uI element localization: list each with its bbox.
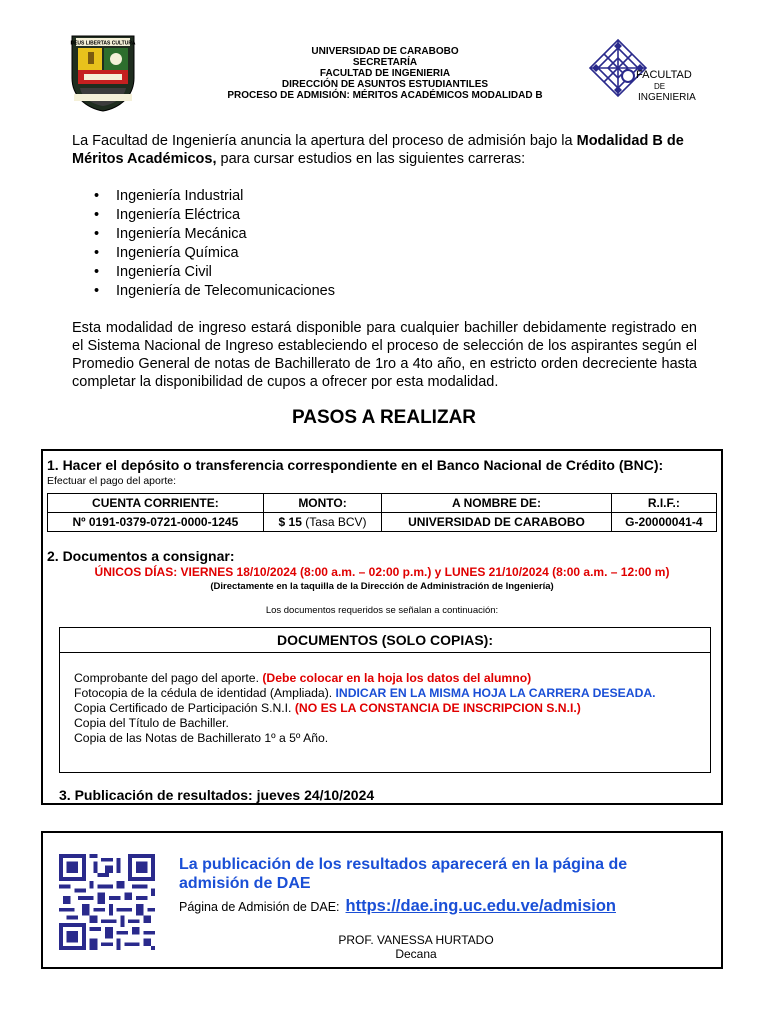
documents-box bbox=[59, 627, 711, 773]
crest-motto: DEUS LIBERTAS CULTURA bbox=[70, 40, 136, 47]
intro-text-after: para cursar estudios en las siguientes carreras: bbox=[216, 151, 526, 167]
header-line-process: PROCESO DE ADMISIÓN: MÉRITOS ACADÉMICOS MODALIDAD B bbox=[227, 90, 543, 101]
list-item: • Ingeniería Mecánica bbox=[94, 225, 335, 244]
signer-name: PROF. VANESSA HURTADO bbox=[338, 933, 494, 947]
steps-title: PASOS A REALIZAR bbox=[291, 407, 477, 428]
header-amount: MONTO: bbox=[263, 494, 382, 513]
doc-note: (NO ES LA CONSTANCIA DE INSCRIPCION S.N.I.) bbox=[294, 701, 581, 715]
amount-note: (Tasa BCV) bbox=[301, 515, 367, 529]
step2-location: (Directamente en la taquilla de la Dirección de Administración de Ingeniería) bbox=[210, 581, 554, 592]
list-item: Copia de las Notas de Bachillerato 1º a 5º Año. bbox=[74, 731, 329, 745]
dae-admission-line bbox=[179, 897, 616, 916]
signer-title: Decana bbox=[395, 947, 437, 961]
intro-paragraph bbox=[72, 132, 697, 168]
header-titles bbox=[190, 46, 580, 101]
header-rif: R.I.F.: bbox=[611, 494, 716, 513]
header-line-secretary: SECRETARÍA bbox=[352, 57, 418, 68]
documents-list bbox=[60, 653, 710, 746]
footer-box bbox=[41, 831, 723, 969]
account-number: Nº 0191-0379-0721-0000-1245 bbox=[48, 513, 264, 532]
doc-text: Copia Certificado de Participación S.N.I. bbox=[74, 701, 295, 715]
fi-logo-line3: INGENIERIA bbox=[638, 92, 696, 103]
doc-text: Fotocopia de la cédula de identidad (Ampliada). bbox=[74, 686, 336, 700]
careers-list bbox=[94, 187, 335, 301]
list-item: • Ingeniería Química bbox=[94, 244, 335, 263]
list-item: • Ingeniería Eléctrica bbox=[94, 206, 335, 225]
step3-title: 3. Publicación de resultados: jueves 24/10/2024 bbox=[59, 787, 375, 803]
list-item: • Ingeniería de Telecomunicaciones bbox=[94, 282, 335, 301]
dae-admission-link[interactable]: https://dae.ing.uc.edu.ve/admision bbox=[345, 897, 616, 915]
signature-block bbox=[283, 933, 549, 961]
step1-title: 1. Hacer el depósito o transferencia correspondiente en el Banco Nacional de Crédito (BNC): bbox=[47, 457, 664, 473]
header-name: A NOMBRE DE: bbox=[382, 494, 611, 513]
step2-days: ÚNICOS DÍAS: VIERNES 18/10/2024 (8:00 a.m. – 02:00 p.m.) y LUNES 21/10/2024 (8:00 a.m. – 12:00 m) bbox=[94, 565, 670, 579]
step2-title: 2. Documentos a consignar: bbox=[47, 548, 235, 564]
documents-title: DOCUMENTOS (SOLO COPIAS): bbox=[60, 628, 710, 653]
step2-note: Los documentos requeridos se señalan a continuación: bbox=[265, 605, 499, 616]
account-holder: UNIVERSIDAD DE CARABOBO bbox=[382, 513, 611, 532]
list-item bbox=[74, 701, 710, 716]
amount-value: $ 15 bbox=[278, 515, 302, 529]
payment-table bbox=[47, 493, 717, 532]
doc-note: (Debe colocar en la hoja los datos del alumno) bbox=[262, 671, 532, 685]
steps-box bbox=[41, 449, 723, 805]
header-line-faculty: FACULTAD DE INGENIERIA bbox=[319, 68, 451, 79]
publication-notice: La publicación de los resultados aparecerá en la página de admisión de DAE bbox=[179, 856, 628, 892]
dae-label: Página de Admisión de DAE: bbox=[179, 900, 340, 914]
fi-logo-line1: FACULTAD bbox=[636, 69, 692, 81]
qr-code-icon bbox=[59, 853, 155, 951]
list-item: • Ingeniería Industrial bbox=[94, 187, 335, 206]
rif-value: G-20000041-4 bbox=[611, 513, 716, 532]
intro-modality: Modalidad B de Méritos Académicos, bbox=[72, 133, 684, 167]
modality-description: Esta modalidad de ingreso estará disponible para cualquier bachiller debidamente registrado en el Sistema Nacional de Ingreso estableciendo el proceso de selección de los aspirantes según el Promedio General de notas de Bachillerato de 1ro a 4to año, en estricto orden decreciente hasta completar la disponibilidad de cupos a ofrecer por esta modalidad. bbox=[72, 320, 697, 390]
list-item: Copia del Título de Bachiller. bbox=[74, 716, 229, 730]
doc-text: Comprobante del pago del aporte. bbox=[74, 671, 263, 685]
engineering-faculty-logo bbox=[588, 38, 700, 118]
header-line-university: UNIVERSIDAD DE CARABOBO bbox=[311, 46, 459, 57]
list-item: • Ingeniería Civil bbox=[94, 263, 335, 282]
doc-note: INDICAR EN LA MISMA HOJA LA CARRERA DESEADA. bbox=[335, 686, 656, 700]
header-account: CUENTA CORRIENTE: bbox=[48, 494, 264, 513]
intro-text: La Facultad de Ingeniería anuncia la apertura del proceso de admisión bajo la bbox=[72, 133, 577, 149]
fi-logo-line2: DE bbox=[654, 82, 666, 91]
header-line-direction: DIRECCIÓN DE ASUNTOS ESTUDIANTILES bbox=[281, 79, 489, 90]
list-item bbox=[74, 686, 710, 701]
amount-cell bbox=[263, 513, 382, 532]
university-crest-logo bbox=[70, 34, 136, 112]
list-item bbox=[74, 671, 710, 686]
step1-subtitle: Efectuar el pago del aporte: bbox=[47, 475, 177, 487]
